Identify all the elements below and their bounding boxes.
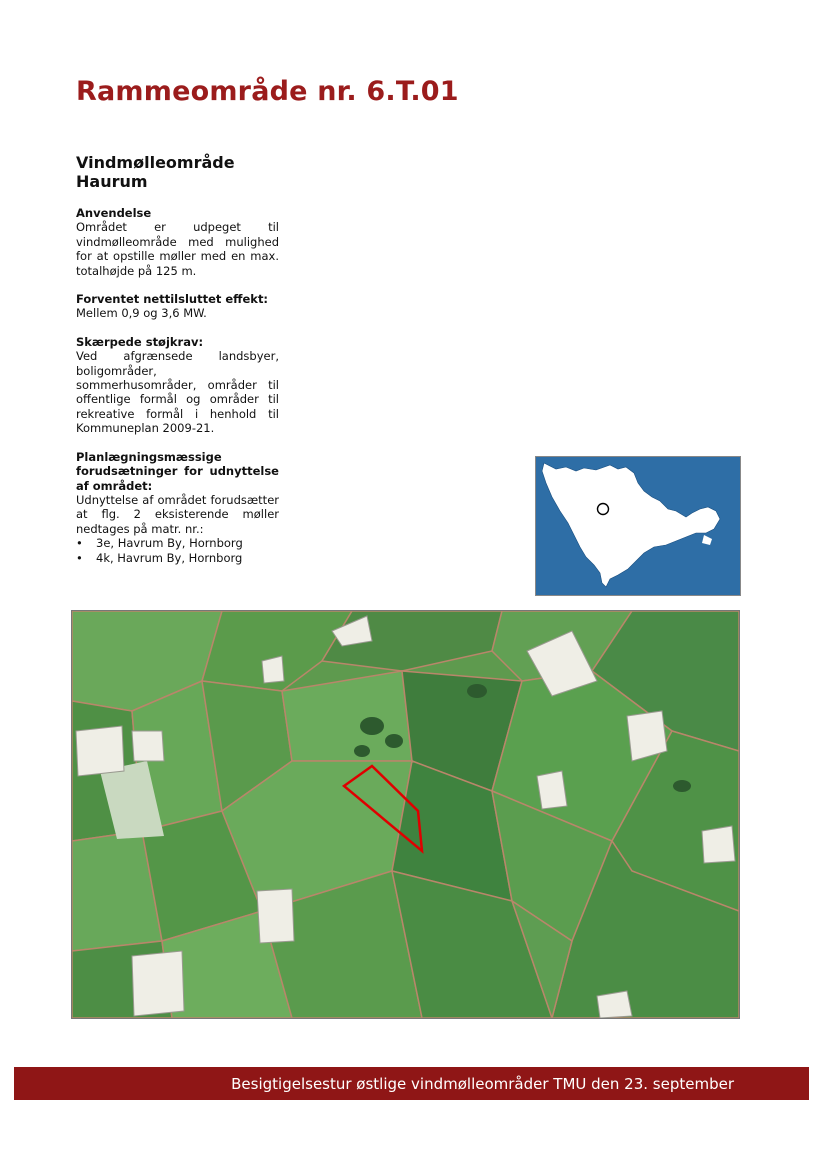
- section-stoejkrav: [76, 335, 279, 436]
- section-heading: Forventet nettilsluttet effekt:: [76, 292, 269, 307]
- parcel-list: [76, 536, 279, 565]
- aerial-photo: [71, 610, 740, 1019]
- section-heading: Skærpede støjkrav:: [76, 334, 204, 349]
- location-map: [535, 456, 741, 596]
- section-text: Mellem 0,9 og 3,6 MW.: [76, 306, 207, 321]
- footer-banner: [14, 1067, 809, 1100]
- subtitle-line-1: Vindmølleområde: [76, 153, 235, 172]
- list-item: • 3e, Havrum By, Hornborg: [76, 536, 279, 550]
- subtitle-line-2: Haurum: [76, 172, 148, 191]
- section-heading: Anvendelse: [76, 206, 152, 220]
- section-text: Ved afgrænsede landsbyer, boligområder, sommerhusområder, områder til offentlige formål og områder til rekreative formål i henhold til Kommuneplan 2009-21.: [76, 349, 279, 436]
- section-text: Området er udpeget til vindmølleområde med mulighed for at opstille møller med en max. totalhøjde på 125 m.: [76, 220, 279, 278]
- section-heading: Planlægningsmæssige forudsætninger for udnyttelse af området:: [76, 449, 279, 493]
- footer-text: Besigtigelsestur østlige vindmølleområder TMU den 23. september: [231, 1074, 734, 1093]
- description-column: [76, 206, 279, 579]
- section-anvendelse: [76, 206, 279, 278]
- area-subtitle: [76, 153, 306, 191]
- list-item: • 4k, Havrum By, Hornborg: [76, 551, 279, 565]
- page-title: Rammeområde nr. 6.T.01: [76, 76, 459, 107]
- section-forudsaetninger: [76, 450, 279, 565]
- section-effekt: [76, 292, 279, 321]
- section-text: Udnyttelse af området forudsætter at flg. 2 eksisterende møller nedtages på matr. nr.:: [76, 492, 279, 536]
